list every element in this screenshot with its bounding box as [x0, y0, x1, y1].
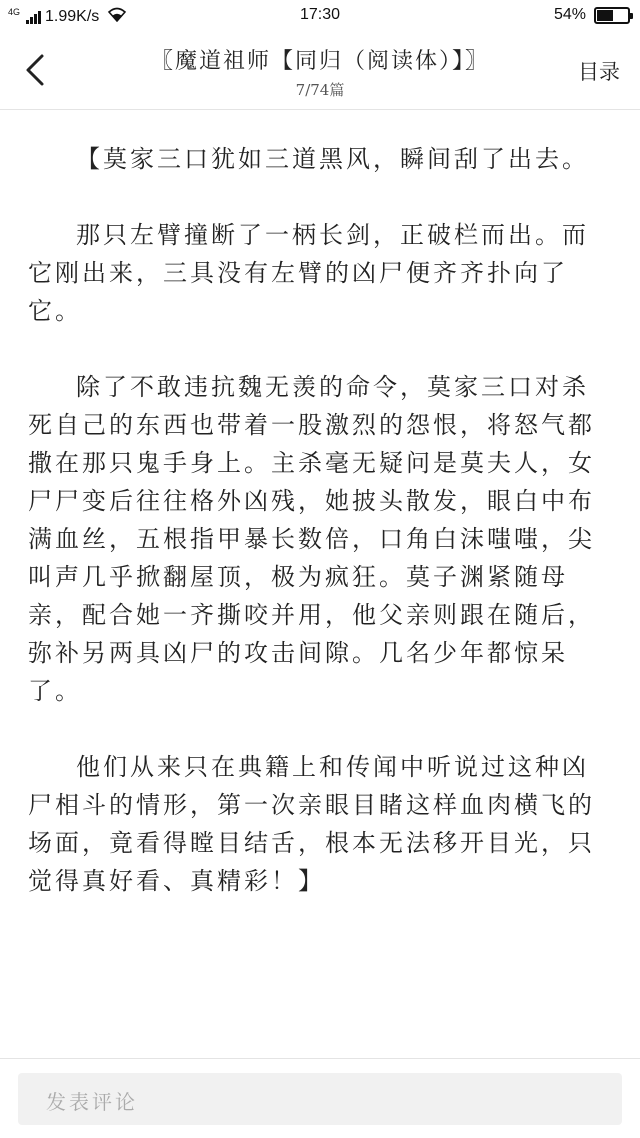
- network-speed: 1.99K/s: [45, 7, 100, 25]
- paragraph: 那只左臂撞断了一柄长剑，正破栏而出。而它刚出来，三具没有左臂的凶尸便齐齐扑向了它。: [28, 221, 589, 325]
- paragraph: 他们从来只在典籍上和传闻中听说过这种凶尸相斗的情形，第一次亲眼目睹这样血肉横飞的场面，竟看得瞠目结舌，根本无法移开目光，只觉得真好看、真精彩！】: [28, 753, 595, 895]
- comment-bar: [0, 1058, 640, 1138]
- comment-input[interactable]: 发表评论: [18, 1073, 622, 1125]
- paragraph: 【莫家三口犹如三道黑风，瞬间刮了出去。: [76, 145, 589, 173]
- chapter-count: 7/74篇: [295, 81, 345, 99]
- battery-percent: 54%: [553, 6, 586, 23]
- reader-header: [0, 34, 640, 110]
- title-block: [90, 44, 550, 100]
- status-bar: [0, 0, 640, 34]
- chevron-left-icon: [18, 46, 58, 94]
- paragraph: 除了不敢违抗魏无羡的命令，莫家三口对杀死自己的东西也带着一股激烈的怨恨，将怒气都撒在那只鬼手身上。主杀毫无疑问是莫夫人，女尸尸变后往往格外凶残，她披头散发，眼白中布满血丝，五根指甲暴长数倍，口角白沫嗤嗤，尖叫声几乎掀翻屋顶，极为疯狂。莫子渊紧随母亲，配合她一齐撕咬并用，他父亲则跟在随后，弥补另两具凶尸的攻击间隙。几名少年都惊呆了。: [28, 373, 595, 705]
- battery-icon: [594, 7, 630, 24]
- toc-button[interactable]: 目录: [578, 60, 620, 84]
- network-type: 4G: [8, 6, 21, 17]
- book-title: 〖魔道祖师【同归（阅读体）】〗: [150, 49, 489, 74]
- back-button[interactable]: [18, 46, 58, 94]
- status-time: 17:30: [299, 6, 341, 23]
- reading-content: [0, 110, 640, 1058]
- battery-fill: [597, 10, 613, 21]
- status-right: [554, 6, 630, 24]
